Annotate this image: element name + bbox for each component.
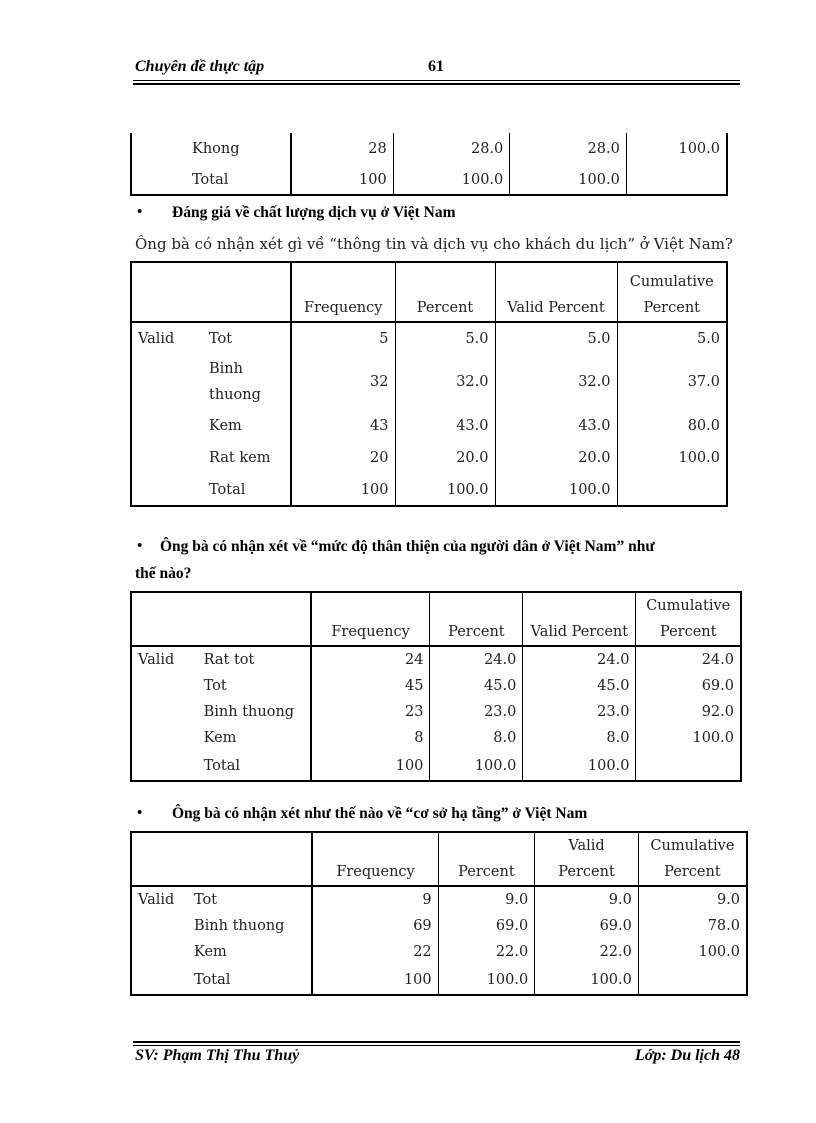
- cell-frequency: 20: [291, 442, 395, 474]
- cell-percent: 100.0: [393, 165, 510, 195]
- cell-percent: 45.0: [430, 673, 523, 699]
- cell-cumulative: 24.0: [636, 646, 741, 673]
- cell-percent: 8.0: [430, 725, 523, 751]
- cell-valid-percent: 9.0: [535, 886, 639, 913]
- cell-cumulative: [617, 474, 727, 506]
- cell-valid-percent: 8.0: [523, 725, 636, 751]
- bullet: •: [137, 204, 143, 220]
- question-text: Ông bà có nhận xét gì về “thông tin và dịch vụ cho khách du lịch” ở Việt Nam?: [135, 235, 733, 253]
- header-percent: Percent: [430, 592, 523, 646]
- table-row: [131, 751, 741, 781]
- cell-percent: 24.0: [430, 646, 523, 673]
- table-header-row: [131, 592, 741, 646]
- frequency-table-friendliness: [130, 591, 742, 782]
- table-row: [131, 965, 747, 995]
- cell-frequency: 100: [291, 474, 395, 506]
- row-label: Total: [203, 757, 241, 774]
- cell-frequency: 23: [311, 699, 430, 725]
- footer-rule-thin: [133, 1045, 740, 1046]
- bullet: •: [137, 538, 143, 554]
- cell-valid-percent: 43.0: [495, 410, 617, 442]
- table-row: [131, 725, 741, 751]
- cell-cumulative: 92.0: [636, 699, 741, 725]
- header-cumulative-line2: Percent: [659, 624, 717, 640]
- row-label: Total: [194, 971, 231, 988]
- footer-student: SV: Phạm Thị Thu Thuỷ: [135, 1047, 300, 1064]
- cell-frequency: 100: [291, 165, 394, 195]
- table-row: [131, 673, 741, 699]
- cell-cumulative: 37.0: [617, 354, 727, 410]
- header-valid-percent: [535, 832, 639, 886]
- table-row: [131, 410, 727, 442]
- header-title: Chuyên đề thực tập: [135, 58, 265, 75]
- cell-valid-percent: 100.0: [535, 965, 639, 995]
- cell-valid-percent: 100.0: [523, 751, 636, 781]
- table-row: [131, 474, 727, 506]
- header-valid-percent: Valid Percent: [495, 262, 617, 322]
- header-percent: Percent: [438, 832, 535, 886]
- cell-frequency: 8: [311, 725, 430, 751]
- header-frequency: Frequency: [312, 832, 438, 886]
- header-frequency: Frequency: [291, 262, 395, 322]
- row-label: Rat kem: [209, 450, 271, 466]
- cell-percent: 9.0: [438, 886, 535, 913]
- cell-percent: 23.0: [430, 699, 523, 725]
- row-label: Tot: [209, 330, 233, 347]
- cell-cumulative: 78.0: [638, 913, 747, 939]
- cell-frequency: 5: [291, 322, 395, 354]
- header-cumulative-line1: Cumulative: [646, 598, 731, 614]
- cell-frequency: 100: [312, 965, 438, 995]
- table-header-row: [131, 832, 747, 886]
- cell-cumulative: 80.0: [617, 410, 727, 442]
- row-label: Tot: [203, 678, 227, 694]
- header-cumulative: [638, 832, 747, 886]
- table-header-row: [131, 262, 727, 322]
- table-row: [131, 646, 741, 673]
- header-cumulative: [617, 262, 727, 322]
- table-row: [131, 939, 747, 965]
- table-row: [131, 699, 741, 725]
- header-cumulative-line1: Cumulative: [629, 274, 714, 290]
- header-valid-percent: Valid Percent: [523, 592, 636, 646]
- header-cumulative-line2: Percent: [643, 300, 700, 316]
- table-row: [131, 442, 727, 474]
- cell-valid-percent: 5.0: [495, 322, 617, 354]
- cell-valid-percent: 23.0: [523, 699, 636, 725]
- header-valid-line2: Percent: [558, 864, 615, 880]
- cell-valid-percent: 32.0: [495, 354, 617, 410]
- cell-valid-percent: 45.0: [523, 673, 636, 699]
- page-number: 61: [428, 58, 444, 75]
- cell-frequency: 28: [291, 133, 394, 165]
- cell-percent: 100.0: [438, 965, 535, 995]
- cell-cumulative: [638, 965, 747, 995]
- header-cumulative: [636, 592, 741, 646]
- cell-valid-percent: 24.0: [523, 646, 636, 673]
- cell-valid-percent: 100.0: [495, 474, 617, 506]
- header-cumulative-line2: Percent: [664, 864, 721, 880]
- cell-frequency: 69: [312, 913, 438, 939]
- row-label: Tot: [194, 892, 218, 908]
- table-row: [131, 354, 727, 410]
- cell-percent: 32.0: [395, 354, 495, 410]
- cell-cumulative: 5.0: [617, 322, 727, 354]
- row-label: Total: [209, 481, 246, 498]
- footer-rule-thick: [133, 1041, 740, 1043]
- cell-valid-percent: 28.0: [510, 133, 627, 165]
- valid-label: Valid: [138, 652, 175, 668]
- row-label: Kem: [209, 418, 242, 434]
- cell-percent: 22.0: [438, 939, 535, 965]
- cell-cumulative: 100.0: [617, 442, 727, 474]
- bullet: •: [137, 805, 143, 821]
- frequency-table-infrastructure: [130, 831, 748, 996]
- cell-cumulative: [636, 751, 741, 781]
- cell-percent: 43.0: [395, 410, 495, 442]
- cell-cumulative: 100.0: [638, 939, 747, 965]
- frequency-table-information: [130, 261, 728, 507]
- section-heading: Ông bà có nhận xét như thế nào về “cơ sở hạ tầng” ở Việt Nam: [172, 805, 588, 822]
- cell-frequency: 24: [311, 646, 430, 673]
- cell-percent: 100.0: [430, 751, 523, 781]
- cell-valid-percent: 22.0: [535, 939, 639, 965]
- section-heading-line1: Ông bà có nhận xét về “mức độ thân thiện của người dân ở Việt Nam” như: [160, 538, 655, 555]
- header-rule-thick: [133, 83, 740, 85]
- cell-percent: 28.0: [393, 133, 510, 165]
- cell-cumulative: [626, 165, 727, 195]
- cell-percent: 69.0: [438, 913, 535, 939]
- cell-frequency: 9: [312, 886, 438, 913]
- row-label: Khong: [192, 141, 240, 157]
- cell-percent: 20.0: [395, 442, 495, 474]
- table-row: [131, 886, 747, 913]
- cell-frequency: 43: [291, 410, 395, 442]
- cell-frequency: 45: [311, 673, 430, 699]
- cell-cumulative: 100.0: [636, 725, 741, 751]
- cell-valid-percent: 20.0: [495, 442, 617, 474]
- cell-valid-percent: 100.0: [510, 165, 627, 195]
- row-label: Rat tot: [203, 652, 255, 668]
- valid-label: Valid: [138, 892, 175, 908]
- row-label: Binh thuong: [203, 704, 295, 720]
- row-label: Binh thuong: [194, 918, 285, 934]
- cell-cumulative: 9.0: [638, 886, 747, 913]
- footer-class: Lớp: Du lịch 48: [634, 1047, 740, 1064]
- valid-label: Valid: [138, 330, 175, 347]
- cell-percent: 100.0: [395, 474, 495, 506]
- cell-cumulative: 100.0: [626, 133, 727, 165]
- cell-frequency: 32: [291, 354, 395, 410]
- header-valid-line1: Valid: [568, 838, 605, 854]
- header-cumulative-line1: Cumulative: [650, 838, 735, 854]
- row-label: Binh thuong: [209, 361, 261, 403]
- header-rule-thin: [133, 80, 740, 81]
- row-label: Kem: [203, 730, 237, 746]
- row-label: Kem: [194, 944, 227, 960]
- header-percent: Percent: [395, 262, 495, 322]
- table-row: [131, 165, 727, 195]
- cell-frequency: 100: [311, 751, 430, 781]
- continued-table: [130, 133, 728, 196]
- cell-valid-percent: 69.0: [535, 913, 639, 939]
- row-label: Total: [192, 171, 229, 188]
- section-heading-line2: thế nào?: [135, 565, 192, 582]
- cell-frequency: 22: [312, 939, 438, 965]
- section-heading: Đáng giá về chất lượng dịch vụ ở Việt Nam: [172, 204, 456, 221]
- table-row: [131, 913, 747, 939]
- header-frequency: Frequency: [311, 592, 430, 646]
- table-row: [131, 133, 727, 165]
- cell-percent: 5.0: [395, 322, 495, 354]
- cell-cumulative: 69.0: [636, 673, 741, 699]
- table-row: [131, 322, 727, 354]
